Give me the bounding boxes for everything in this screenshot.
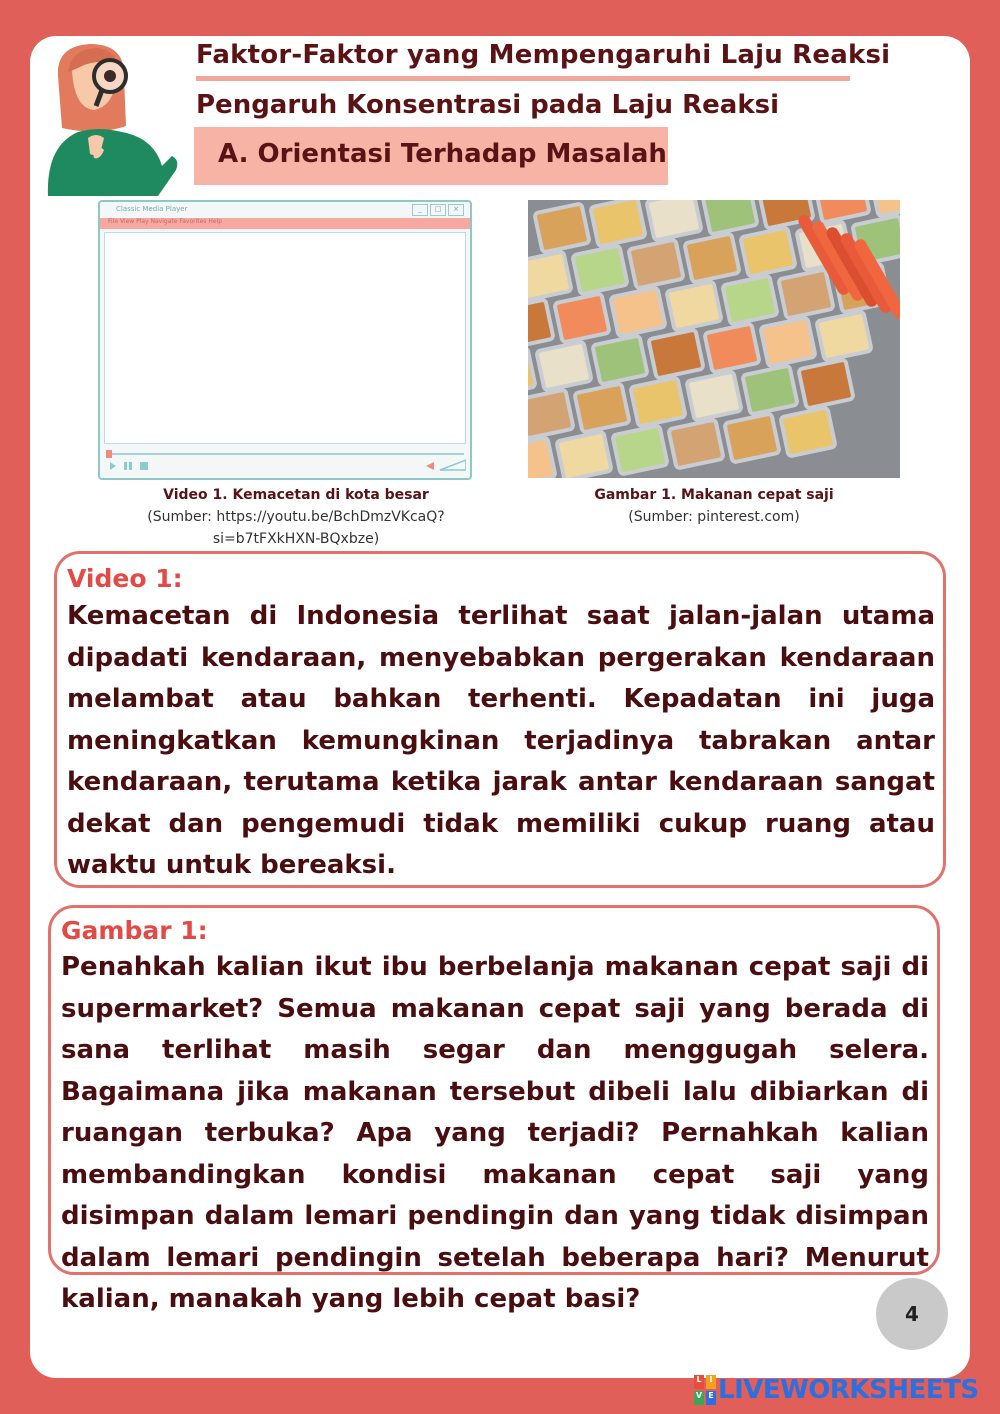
food-tray [666,281,721,330]
food-tray [572,245,627,294]
food-tray [612,425,667,474]
video-description-box [54,551,946,888]
food-tray [722,275,777,324]
food-tray [534,203,589,252]
page-number: 4 [876,1278,948,1350]
section-heading: A. Orientasi Terhadap Masalah [218,139,667,169]
player-menubar[interactable]: File View Play Navigate Favorites Help [100,218,470,229]
player-controls[interactable] [104,450,466,474]
image-label: Gambar 1: [61,916,208,945]
food-tray [684,233,739,282]
liveworksheets-logo[interactable] [694,1372,979,1408]
food-tray [590,200,645,247]
food-tray [536,341,591,390]
player-screen[interactable] [104,232,466,444]
food-tray [724,413,779,462]
video-source: (Sumber: https://youtu.be/BchDmzVKcaQ? si=b7tFXkHXN-BQxbze) [147,509,445,547]
video-label: Video 1: [67,564,183,593]
food-tray [628,239,683,288]
image-caption-block [528,484,900,528]
food-tray [574,383,629,432]
image-source: (Sumber: pinterest.com) [628,509,800,525]
food-tray [686,371,741,420]
video-caption-block [98,484,494,550]
video-caption: Video 1. Kemacetan di kota besar [163,487,429,503]
close-icon[interactable]: × [448,204,464,216]
food-tray [630,377,685,426]
player-titlebar [100,202,470,218]
food-tray [648,329,703,378]
food-tray [556,431,611,478]
worksheet-title: Faktor-Faktor yang Mempengaruhi Laju Reaksi [196,40,850,81]
food-tray [742,365,797,414]
minimize-icon[interactable]: _ [412,204,428,216]
section-banner [194,127,668,185]
food-tray [760,317,815,366]
food-tray [610,287,665,336]
food-tray [528,389,574,438]
food-tray [816,311,871,360]
food-tray [554,293,609,342]
food-tray [592,335,647,384]
fast-food-photo [528,200,900,478]
liveworksheets-icon: L I V E [694,1375,716,1405]
maximize-icon[interactable]: □ [430,204,446,216]
girl-magnifier-illustration [38,36,188,196]
food-tray [740,227,795,276]
food-tray [704,323,759,372]
food-tray [798,359,853,408]
image-caption: Gambar 1. Makanan cepat saji [594,487,834,503]
brand-name: LIVEWORKSHEETS [718,1375,979,1405]
video-player[interactable] [98,200,472,480]
food-tray [528,251,572,300]
video-description: Kemacetan di Indonesia terlihat saat jalan-jalan utama dipadati kendaraan, menyebabkan pergerakan kendaraan melambat atau bahkan terhenti. Kepadatan ini juga meningkatkan kemungkinan terjadinya tabrakan antar kendaraan, terutama ketika jarak antar kendaraan sangat dekat dan pengemudi tidak memiliki cukup ruang atau waktu untuk bereaksi. [67,601,935,880]
worksheet-subtitle: Pengaruh Konsentrasi pada Laju Reaksi [196,90,779,120]
image-description-box [48,905,940,1314]
image-description: Penahkah kalian ikut ibu berbelanja makanan cepat saji di supermarket? Semua makanan cepat saji yang berada di sana terlihat masih segar dan menggugah selera. Bagaimana jika makanan tersebut dibeli lalu dibiarkan di ruangan terbuka? Apa yang terjadi? Pernahkah kalian membandingkan kondisi makanan cepat saji yang disimpan dalam lemari pendingin dan yang tidak disimpan dalam lemari pendingin setelah beberapa hari? Menurut kalian, manakah yang lebih cepat basi? [61,952,929,1314]
player-title: Classic Media Player [116,205,188,213]
food-tray [668,419,723,468]
food-tray [780,407,835,456]
food-tray [778,269,833,318]
